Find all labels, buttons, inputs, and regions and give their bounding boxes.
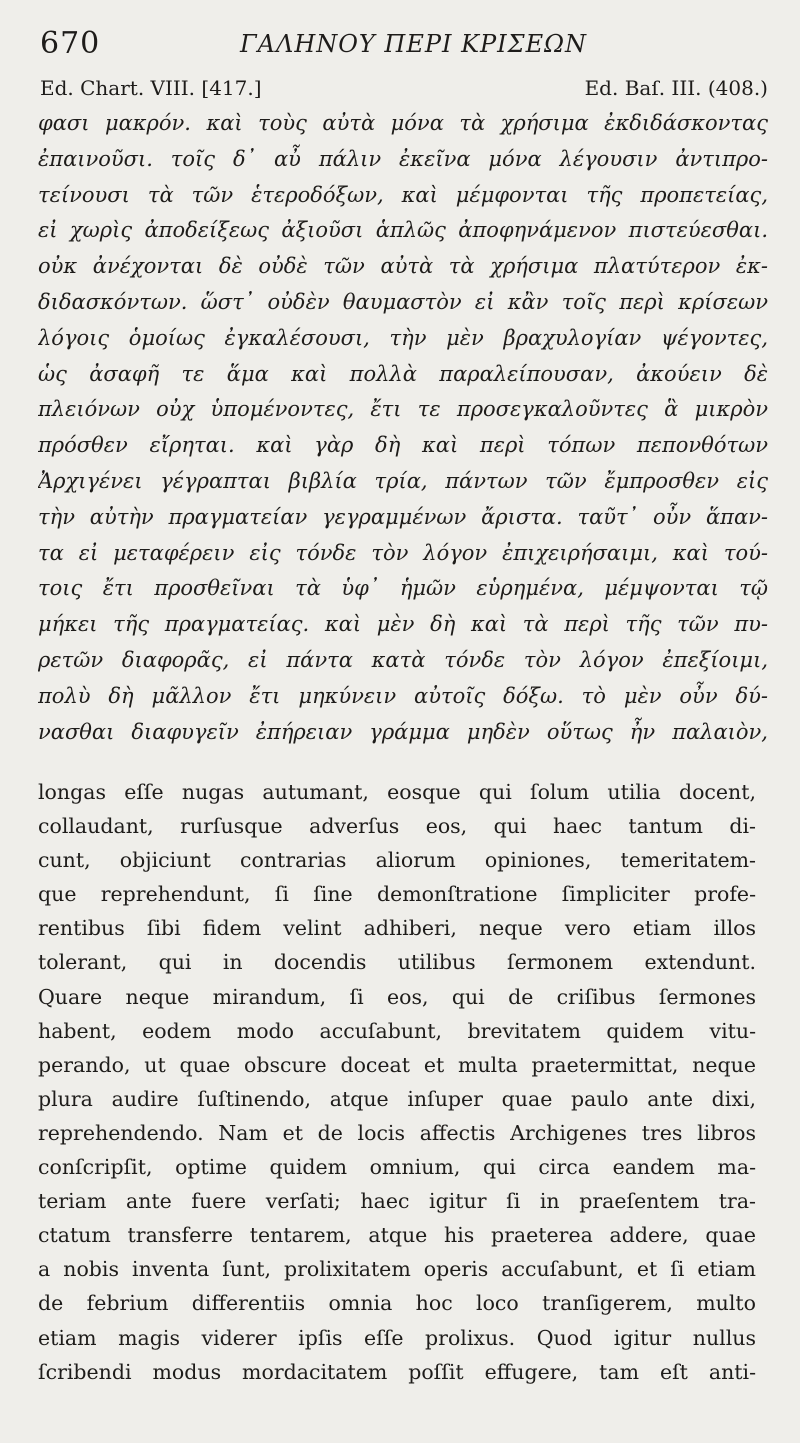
latin-line: rentibus ſibi fidem velint adhiberi, neque vero etiam illos (38, 916, 756, 941)
greek-line: ὡς ἀσαφῆ τε ἅμα καὶ πολλὰ παραλείπουσαν, ἀκούειν δὲ (38, 361, 768, 386)
latin-line: collaudant, rurſusque adverſus eos, qui haec tantum di- (38, 814, 756, 839)
greek-line: φασι μακρόν. καὶ τοὺς αὐτὰ μόνα τὰ χρήσιμα ἐκδιδάσκοντας (38, 111, 768, 135)
latin-translation (38, 775, 756, 1389)
latin-line: conſcripſit, optime quidem omnium, qui circa eandem ma- (38, 1155, 756, 1180)
latin-line: cunt, objiciunt contrarias aliorum opiniones, temeritatem- (38, 848, 756, 873)
latin-line: ſcribendi modus mordacitatem poſſit effugere, tam eſt anti- (38, 1359, 756, 1384)
latin-line: de febrium differentiis omnia hoc loco tranſigerem, multo (38, 1291, 756, 1316)
greek-line: νασθαι διαφυγεῖν ἐπήρειαν γράμμα μηδὲν οὕτως ἦν παλαιὸν, (38, 719, 768, 744)
greek-line: πολὺ δὴ μᾶλλον ἔτι μηκύνειν αὐτοῖς δόξω. τὸ μὲν οὖν δύ- (38, 683, 768, 708)
latin-line: reprehendendo. Nam et de locis affectis Archigenes tres libros (38, 1120, 756, 1145)
latin-line: etiam magis viderer ipſis eſſe prolixus. Quod igitur nullus (38, 1325, 756, 1350)
edition-references (40, 76, 768, 104)
latin-line: Quare neque mirandum, ſi eos, qui de criſibus ſermones (38, 984, 756, 1009)
greek-line: οὐκ ἀνέχονται δὲ οὐδὲ τῶν αὐτὰ τὰ χρήσιμα πλατύτερον ἐκ- (38, 254, 768, 279)
latin-line: que reprehendunt, ſi ſine demonſtratione ſimpliciter profe- (38, 882, 756, 907)
greek-line: διδασκόντων. ὥστ᾽ οὐδὲν θαυμαστὸν εἰ κἂν τοῖς περὶ κρίσεων (38, 289, 768, 314)
greek-line: Ἀρχιγένει γέγραπται βιβλία τρία, πάντων τῶν ἔμπροσθεν εἰς (38, 468, 768, 493)
greek-line: τοις ἔτι προσθεῖναι τὰ ὑφ᾽ ἡμῶν εὑρημένα, μέμψονται τῷ (38, 576, 768, 601)
page-number: 670 (40, 26, 101, 61)
latin-line: a nobis inventa ſunt, prolixitatem operis accuſabunt, et ſi etiam (38, 1257, 756, 1282)
greek-line: εἰ χωρὶς ἀποδείξεως ἀξιοῦσι ἁπλῶς ἀποφηνάμενον πιστεύεσθαι. (38, 218, 768, 243)
running-title: ΓΑΛΗΝΟΥ ΠΕΡΙ ΚΡΙΣΕΩΝ (240, 30, 588, 58)
latin-line: teriam ante fuere verſati; haec igitur ſi in praeſentem tra- (38, 1189, 756, 1214)
latin-line: tolerant, qui in docendis utilibus ſermonem extendunt. (38, 950, 756, 975)
latin-line: perando, ut quae obscure doceat et multa praetermittat, neque (38, 1052, 756, 1077)
greek-line: τὴν αὐτὴν πραγματείαν γεγραμμένων ἄριστα. ταῦτ᾽ οὖν ἅπαν- (38, 504, 768, 529)
latin-line: ctatum transferre tentarem, atque his praeterea addere, quae (38, 1223, 756, 1248)
edition-basel: Ed. Baſ. III. (408.) (584, 76, 768, 100)
greek-line: τείνουσι τὰ τῶν ἑτεροδόξων, καὶ μέμφονται τῆς προπετείας, (38, 182, 768, 207)
page-header (40, 22, 768, 66)
edition-chartier: Ed. Chart. VIII. [417.] (40, 76, 262, 100)
greek-line: μήκει τῆς πραγματείας. καὶ μὲν δὴ καὶ τὰ περὶ τῆς τῶν πυ- (38, 612, 768, 637)
latin-line: plura audire ſuſtinendo, atque inſuper quae paulo ante dixi, (38, 1086, 756, 1111)
greek-line: πλειόνων οὐχ ὑπομένοντες, ἔτι τε προσεγκαλοῦντες ἃ μικρὸν (38, 397, 768, 422)
greek-line: ρετῶν διαφορᾶς, εἰ πάντα κατὰ τόνδε τὸν λόγον ἐπεξίοιμι, (38, 647, 768, 672)
greek-line: ἐπαινοῦσι. τοῖς δ᾽ αὖ πάλιν ἐκεῖνα μόνα λέγουσιν ἀντιπρο- (38, 146, 768, 171)
latin-line: habent, eodem modo accuſabunt, brevitatem quidem vitu- (38, 1018, 756, 1043)
latin-line: longas eſſe nugas autumant, eosque qui ſolum utilia docent, (38, 780, 756, 804)
greek-text (38, 106, 768, 750)
greek-line: πρόσθεν εἴρηται. καὶ γὰρ δὴ καὶ περὶ τόπων πεπονθότων (38, 433, 768, 458)
greek-line: τα εἰ μεταφέρειν εἰς τόνδε τὸν λόγον ἐπιχειρήσαιμι, καὶ τού- (38, 540, 768, 565)
greek-line: λόγοις ὁμοίως ἐγκαλέσουσι, τὴν μὲν βραχυλογίαν ψέγοντες, (38, 325, 768, 350)
